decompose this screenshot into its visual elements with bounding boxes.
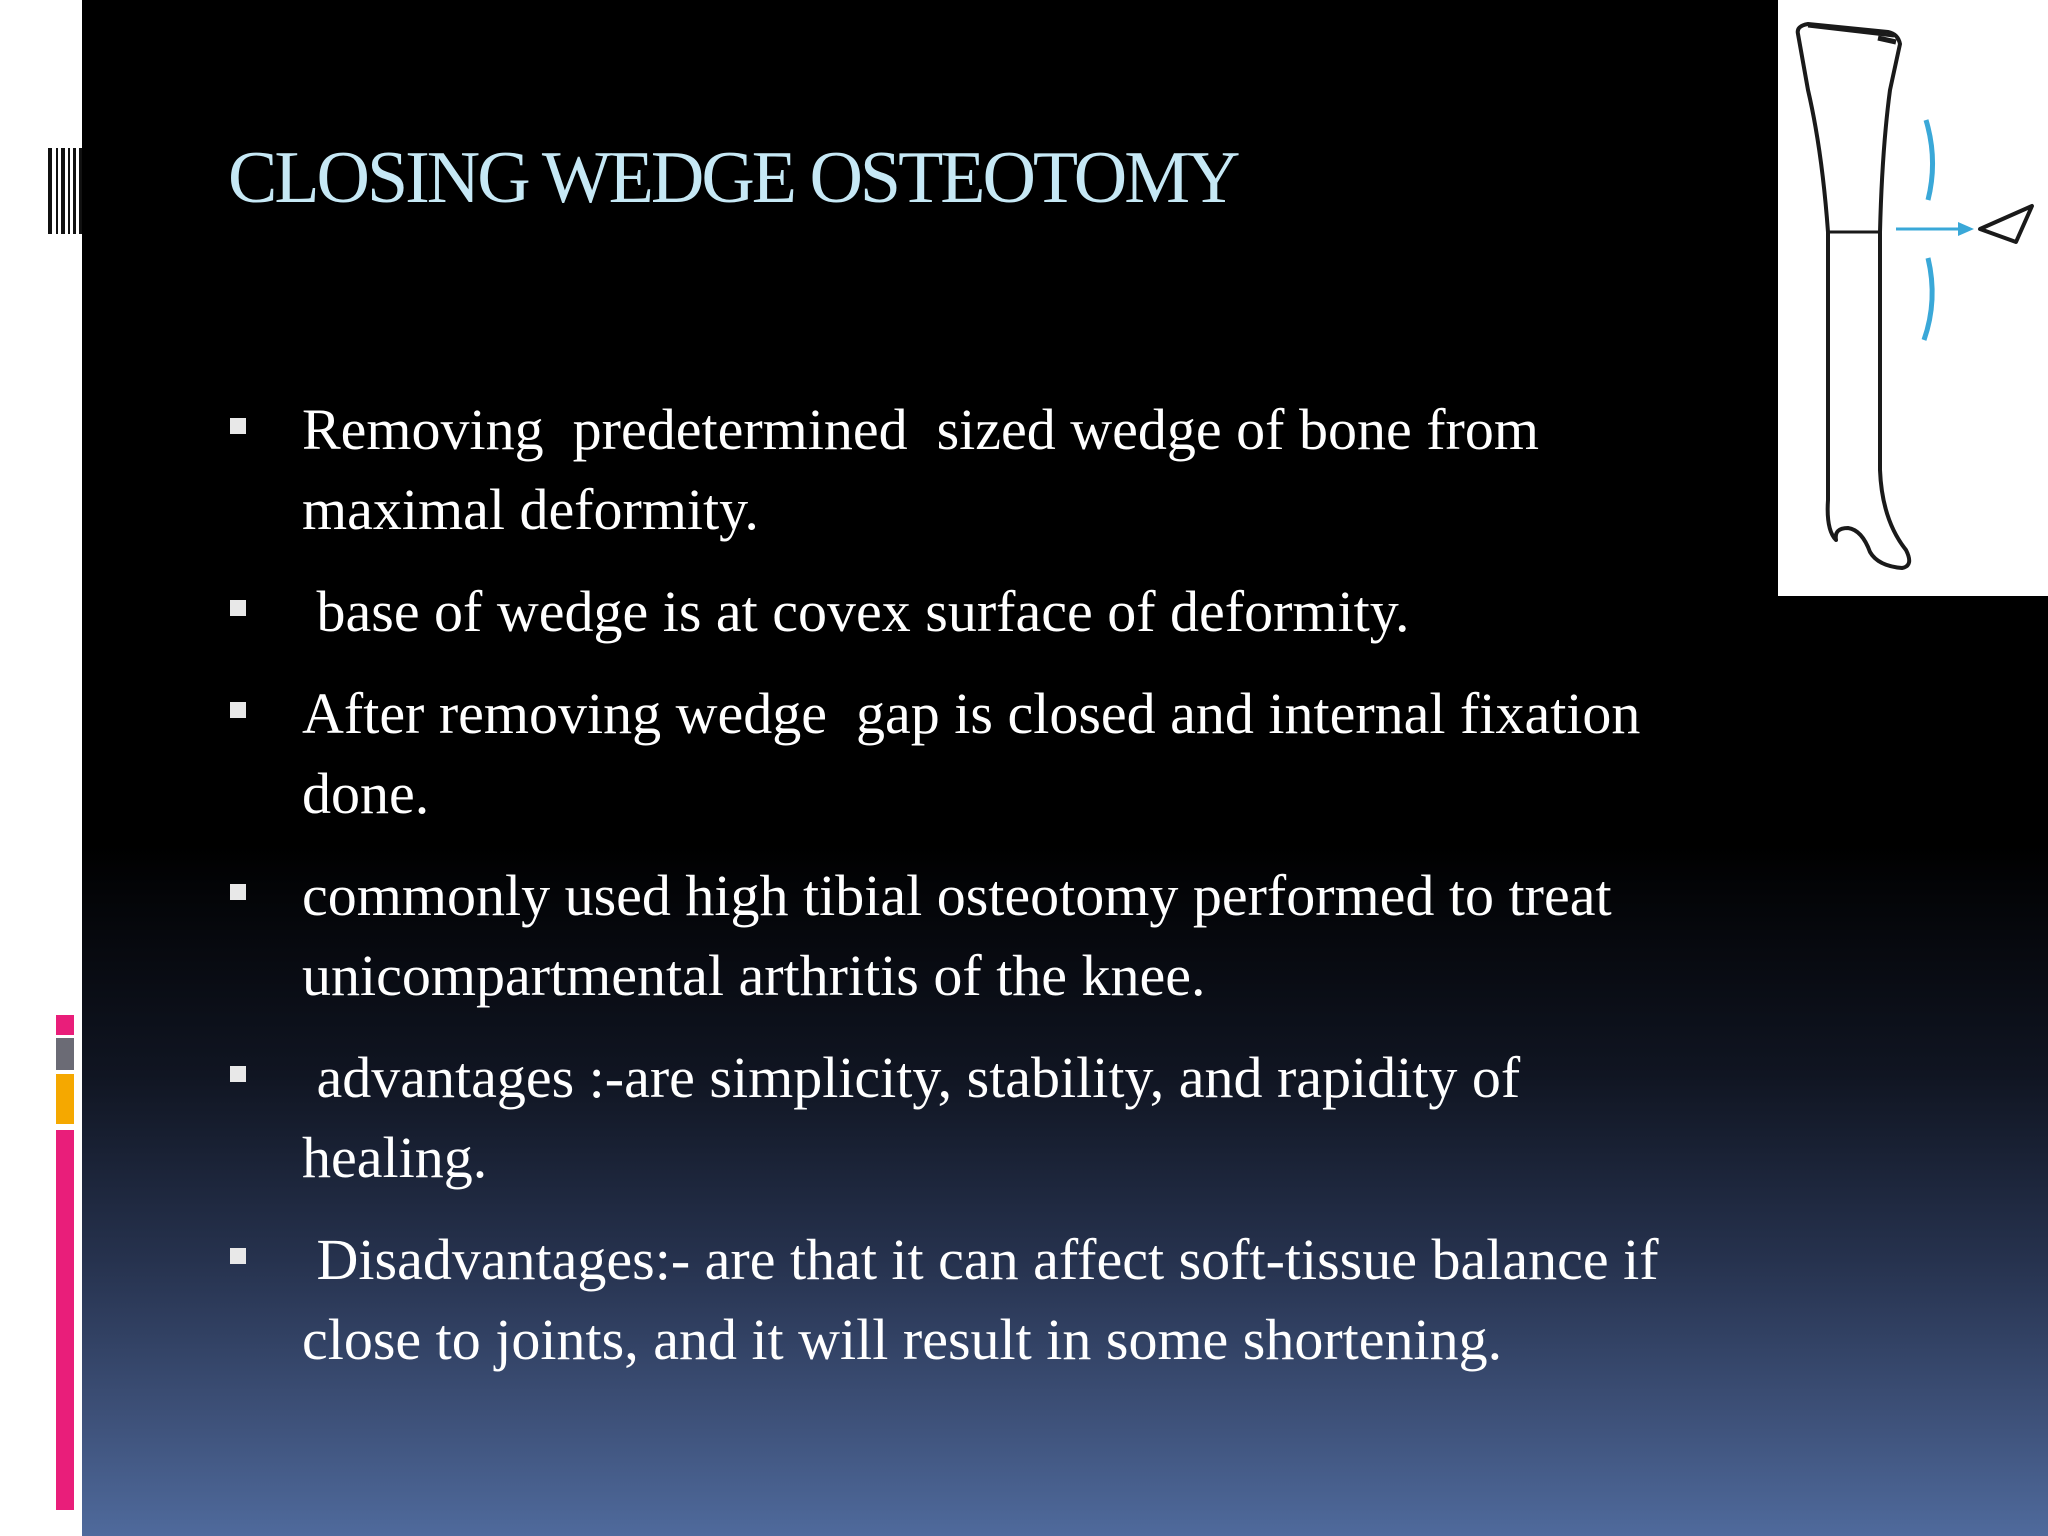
bullet-item: [228, 674, 1928, 834]
bullet-text: After removing wedge gap is closed and internal fixation done.: [302, 681, 1641, 826]
bullet-square-icon: [230, 702, 246, 718]
bullet-list: [228, 390, 1928, 1402]
bullet-text: Disadvantages:- are that it can affect soft-tissue balance if close to joints, and it will result in some shortening.: [302, 1227, 1659, 1372]
lower-rotation-arrow: [1924, 258, 1932, 340]
bullet-text: commonly used high tibial osteotomy performed to treat unicompartmental arthritis of the knee.: [302, 863, 1612, 1008]
upper-rotation-arrow: [1926, 120, 1933, 200]
accent-strip-pink: [56, 1130, 74, 1510]
horizontal-arrow-head: [1958, 222, 1974, 236]
bullet-square-icon: [230, 1248, 246, 1264]
bullet-item: [228, 1038, 1928, 1198]
wedge-pointer-icon: [1980, 206, 2032, 242]
tibia-osteotomy-diagram-icon: [1778, 0, 2048, 596]
bone-outline: [1798, 24, 1909, 568]
bullet-text: base of wedge is at covex surface of deformity.: [302, 579, 1410, 644]
bullet-item: [228, 1220, 1928, 1380]
bullet-item: [228, 390, 1928, 550]
bullet-item: [228, 856, 1928, 1016]
accent-strip-orange: [56, 1074, 74, 1124]
slide-title: CLOSING WEDGE OSTEOTOMY: [228, 137, 1238, 219]
bullet-item: [228, 572, 1928, 652]
osteotomy-figure: [1778, 0, 2048, 596]
accent-strip-pink-top: [56, 1015, 74, 1035]
bullet-square-icon: [230, 600, 246, 616]
bullet-text: advantages :-are simplicity, stability, and rapidity of healing.: [302, 1045, 1521, 1190]
bullet-square-icon: [230, 418, 246, 434]
left-margin: [0, 0, 82, 1536]
accent-strip-gray: [56, 1038, 74, 1070]
bone-top-notch: [1878, 38, 1896, 42]
barcode-decoration: [48, 148, 82, 234]
bullet-square-icon: [230, 884, 246, 900]
bullet-square-icon: [230, 1066, 246, 1082]
bullet-text: Removing predetermined sized wedge of bone from maximal deformity.: [302, 397, 1539, 542]
